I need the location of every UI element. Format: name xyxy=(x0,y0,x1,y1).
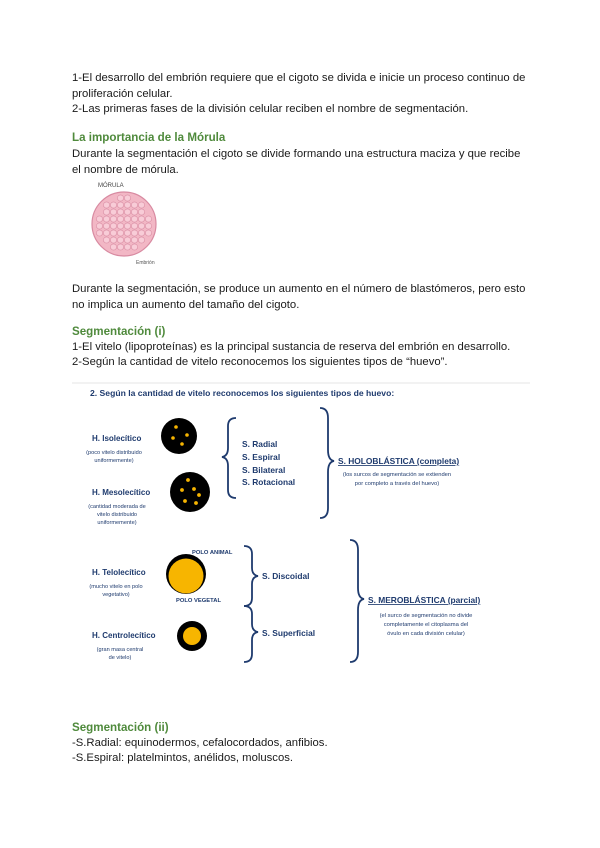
mesolecitico-egg xyxy=(170,472,210,512)
intro-line-1: 1-El desarrollo del embrión requiere que el cigoto se divida e inicie un proceso continuo de proliferación celular. xyxy=(72,72,526,100)
seg2-line-1: -S.Radial: equinodermos, cefalocordados, anfibios. xyxy=(72,737,328,749)
holo-type-bilateral: S. Bilateral xyxy=(242,465,286,475)
seg2-line-2: -S.Espiral: platelmintos, anélidos, moluscos. xyxy=(72,752,294,764)
centrolecitico-desc-1: (gran masa central xyxy=(96,647,144,653)
blastomere xyxy=(117,230,123,236)
egg-types-figure xyxy=(72,380,530,680)
mesolecitico-desc-3: uniformemente) xyxy=(97,520,137,526)
blastomere xyxy=(96,223,102,229)
telolecitico-name: H. Telolecítico xyxy=(92,568,146,577)
blastomere xyxy=(145,230,151,236)
morula-text: Durante la segmentación el cigoto se divide formando una estructura maciza y que recibe el nombre de mórula. xyxy=(72,148,521,176)
centrolecitico-desc-2: de vitelo) xyxy=(108,655,132,661)
blastomere xyxy=(110,230,116,236)
blastomere xyxy=(124,223,130,229)
blastomere xyxy=(110,202,116,208)
blastomere xyxy=(117,244,123,250)
blastomere xyxy=(131,209,137,215)
seg1-heading: Segmentación (i) xyxy=(72,325,166,338)
seg2-heading: Segmentación (ii) xyxy=(72,721,169,734)
polo-animal-label: POLO ANIMAL xyxy=(192,550,233,556)
blastomere xyxy=(124,195,130,201)
blastomere xyxy=(110,223,116,229)
blastomere xyxy=(110,209,116,215)
blastomere xyxy=(110,244,116,250)
morula-image-sublabel: Embrión xyxy=(136,260,155,266)
blastomere xyxy=(131,237,137,243)
mero-desc-1: (el surco de segmentación no divide xyxy=(379,613,473,619)
morula-heading: La importancia de la Mórula xyxy=(72,131,226,144)
centrolecitico-yolk xyxy=(183,627,201,645)
discoidal-label: S. Discoidal xyxy=(262,571,310,581)
blastomere xyxy=(138,230,144,236)
holo-title: S. HOLOBLÁSTICA (completa) xyxy=(338,456,460,466)
holo-desc-1: (los surcos de segmentación se extienden xyxy=(342,472,452,478)
mero-title: S. MEROBLÁSTICA (parcial) xyxy=(368,595,481,605)
holo-type-espiral: S. Espiral xyxy=(242,452,281,462)
isolecitico-desc-1: (poco vitelo distribuido xyxy=(86,450,142,456)
morula-after-text: Durante la segmentación, se produce un aumento en el número de blastómeros, pero esto no implica un aumento del tamaño del cigoto. xyxy=(72,283,526,311)
figure-title: 2. Según la cantidad de vitelo reconocemos los siguientes tipos de huevo: xyxy=(90,388,395,398)
blastomere xyxy=(103,230,109,236)
seg1-line-2: 2-Según la cantidad de vitelo reconocemos los siguientes tipos de “huevo”. xyxy=(72,356,448,368)
blastomere xyxy=(110,237,116,243)
blastomere xyxy=(117,223,123,229)
holo-type-radial: S. Radial xyxy=(242,439,278,449)
blastomere xyxy=(103,223,109,229)
intro-line-2: 2-Las primeras fases de la división celular reciben el nombre de segmentación. xyxy=(72,103,469,115)
blastomere xyxy=(145,223,151,229)
blastomere xyxy=(117,209,123,215)
blastomere xyxy=(96,216,102,222)
blastomere xyxy=(117,195,123,201)
morula-illustration xyxy=(84,178,164,268)
blastomere xyxy=(110,216,116,222)
blastomere xyxy=(103,202,109,208)
mesolecitico-desc-2: vitelo distribuido xyxy=(96,512,138,518)
blastomere xyxy=(138,237,144,243)
mesolecitico-name: H. Mesolecítico xyxy=(92,488,151,497)
blastomere xyxy=(117,237,123,243)
mero-desc-2: completamente el citoplasma del xyxy=(383,622,469,628)
seg1-line-1: 1-El vitelo (lipoproteínas) es la principal sustancia de reserva del embrión en desarrollo. xyxy=(72,341,511,353)
blastomere xyxy=(117,216,123,222)
blastomere xyxy=(131,230,137,236)
isolecitico-egg xyxy=(161,418,197,454)
blastomere xyxy=(103,209,109,215)
blastomere xyxy=(138,202,144,208)
blastomere xyxy=(131,223,137,229)
isolecitico-name: H. Isolecítico xyxy=(92,434,142,443)
telolecitico-desc-2: vegetativo) xyxy=(102,592,130,598)
blastomere xyxy=(131,244,137,250)
superficial-label: S. Superficial xyxy=(262,628,316,638)
blastomere xyxy=(117,202,123,208)
blastomere xyxy=(103,216,109,222)
telolecitico-yolk xyxy=(169,559,204,594)
blastomere xyxy=(103,237,109,243)
blastomere xyxy=(138,209,144,215)
holo-type-rotacional: S. Rotacional xyxy=(242,477,296,487)
holo-desc-2: por completo a través del huevo) xyxy=(354,481,440,487)
polo-vegetal-label: POLO VEGETAL xyxy=(176,598,221,604)
blastomere xyxy=(124,216,130,222)
blastomere xyxy=(138,216,144,222)
blastomere xyxy=(138,223,144,229)
centrolecitico-name: H. Centrolecítico xyxy=(92,631,156,640)
morula-image-label: MÓRULA xyxy=(98,183,124,189)
blastomere xyxy=(124,244,130,250)
mesolecitico-desc-1: (cantidad moderada de xyxy=(88,504,146,510)
blastomere xyxy=(145,216,151,222)
isolecitico-desc-2: uniformemente) xyxy=(94,458,134,464)
blastomere xyxy=(131,216,137,222)
blastomere xyxy=(124,237,130,243)
mero-desc-3: óvulo en cada división celular) xyxy=(387,631,465,637)
blastomere xyxy=(124,209,130,215)
telolecitico-desc-1: (mucho vitelo en polo xyxy=(89,584,143,590)
blastomere xyxy=(96,230,102,236)
blastomere xyxy=(124,202,130,208)
blastomere xyxy=(124,230,130,236)
blastomere xyxy=(131,202,137,208)
